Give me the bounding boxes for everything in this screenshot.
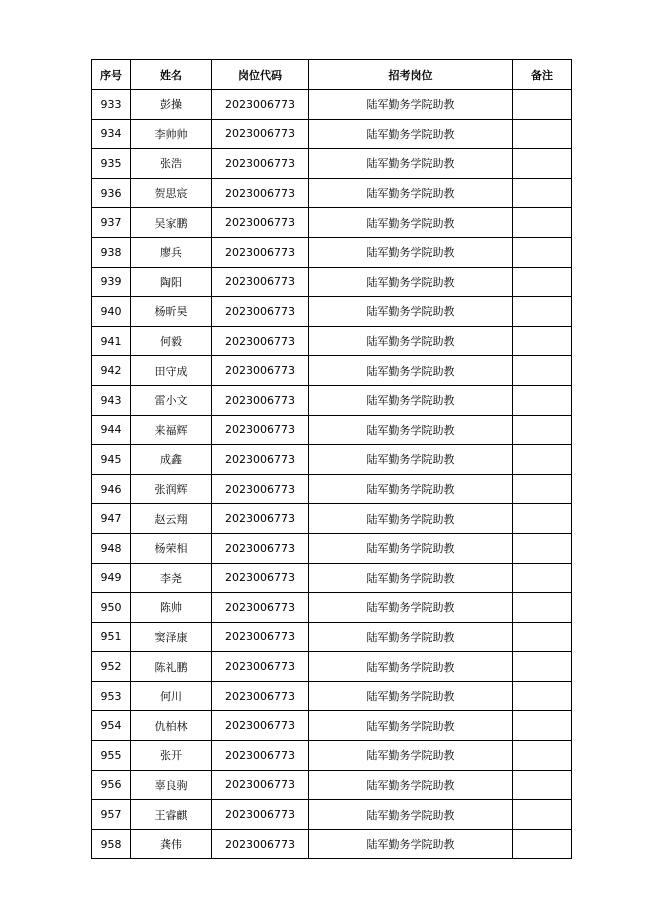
- cell-seq: 940: [92, 297, 131, 327]
- cell-position-code: 2023006773: [212, 770, 309, 800]
- cell-position-code: 2023006773: [212, 90, 309, 120]
- table-row: [92, 326, 572, 356]
- table-row: [92, 415, 572, 445]
- cell-name: 辜良驹: [131, 770, 212, 800]
- cell-position-code: 2023006773: [212, 593, 309, 623]
- cell-seq: 947: [92, 504, 131, 534]
- header-position-code: 岗位代码: [212, 60, 309, 90]
- cell-seq: 949: [92, 563, 131, 593]
- header-name: 姓名: [131, 60, 212, 90]
- cell-remarks: [513, 622, 572, 652]
- cell-name: 田守成: [131, 356, 212, 386]
- cell-position-code: 2023006773: [212, 533, 309, 563]
- cell-position-code: 2023006773: [212, 149, 309, 179]
- cell-seq: 933: [92, 90, 131, 120]
- table-row: [92, 297, 572, 327]
- cell-recruitment-position: 陆军勤务学院助教: [309, 533, 513, 563]
- cell-remarks: [513, 711, 572, 741]
- cell-remarks: [513, 563, 572, 593]
- cell-recruitment-position: 陆军勤务学院助教: [309, 474, 513, 504]
- cell-name: 龚伟: [131, 829, 212, 859]
- cell-seq: 956: [92, 770, 131, 800]
- cell-position-code: 2023006773: [212, 297, 309, 327]
- cell-name: 杨昕昊: [131, 297, 212, 327]
- table-row: [92, 829, 572, 859]
- table-row: [92, 622, 572, 652]
- cell-recruitment-position: 陆军勤务学院助教: [309, 504, 513, 534]
- table-row: [92, 237, 572, 267]
- cell-remarks: [513, 474, 572, 504]
- cell-seq: 945: [92, 445, 131, 475]
- table-row: [92, 770, 572, 800]
- cell-position-code: 2023006773: [212, 267, 309, 297]
- table-row: [92, 385, 572, 415]
- cell-recruitment-position: 陆军勤务学院助教: [309, 652, 513, 682]
- cell-recruitment-position: 陆军勤务学院助教: [309, 178, 513, 208]
- cell-name: 窦泽康: [131, 622, 212, 652]
- table-row: [92, 741, 572, 771]
- cell-position-code: 2023006773: [212, 563, 309, 593]
- cell-recruitment-position: 陆军勤务学院助教: [309, 800, 513, 830]
- cell-remarks: [513, 770, 572, 800]
- cell-seq: 939: [92, 267, 131, 297]
- cell-seq: 957: [92, 800, 131, 830]
- cell-name: 成鑫: [131, 445, 212, 475]
- cell-position-code: 2023006773: [212, 208, 309, 238]
- cell-remarks: [513, 356, 572, 386]
- cell-position-code: 2023006773: [212, 741, 309, 771]
- table-row: [92, 563, 572, 593]
- cell-remarks: [513, 533, 572, 563]
- cell-recruitment-position: 陆军勤务学院助教: [309, 267, 513, 297]
- table-row: [92, 90, 572, 120]
- cell-remarks: [513, 208, 572, 238]
- cell-position-code: 2023006773: [212, 326, 309, 356]
- cell-remarks: [513, 652, 572, 682]
- cell-seq: 951: [92, 622, 131, 652]
- cell-name: 陶阳: [131, 267, 212, 297]
- cell-name: 赵云翔: [131, 504, 212, 534]
- cell-name: 雷小文: [131, 385, 212, 415]
- cell-recruitment-position: 陆军勤务学院助教: [309, 829, 513, 859]
- cell-seq: 955: [92, 741, 131, 771]
- cell-seq: 935: [92, 149, 131, 179]
- cell-recruitment-position: 陆军勤务学院助教: [309, 681, 513, 711]
- cell-remarks: [513, 149, 572, 179]
- cell-name: 张浩: [131, 149, 212, 179]
- table-row: [92, 711, 572, 741]
- cell-name: 彭操: [131, 90, 212, 120]
- cell-recruitment-position: 陆军勤务学院助教: [309, 770, 513, 800]
- cell-name: 杨荣相: [131, 533, 212, 563]
- cell-recruitment-position: 陆军勤务学院助教: [309, 593, 513, 623]
- cell-position-code: 2023006773: [212, 800, 309, 830]
- cell-remarks: [513, 237, 572, 267]
- cell-name: 李尧: [131, 563, 212, 593]
- table-row: [92, 652, 572, 682]
- table-row: [92, 681, 572, 711]
- cell-remarks: [513, 504, 572, 534]
- cell-recruitment-position: 陆军勤务学院助教: [309, 563, 513, 593]
- table-header: [92, 60, 572, 90]
- cell-remarks: [513, 297, 572, 327]
- cell-name: 来福辉: [131, 415, 212, 445]
- cell-position-code: 2023006773: [212, 474, 309, 504]
- cell-seq: 942: [92, 356, 131, 386]
- header-recruitment-position: 招考岗位: [309, 60, 513, 90]
- cell-recruitment-position: 陆军勤务学院助教: [309, 741, 513, 771]
- cell-name: 陈礼鹏: [131, 652, 212, 682]
- cell-recruitment-position: 陆军勤务学院助教: [309, 711, 513, 741]
- cell-name: 何毅: [131, 326, 212, 356]
- cell-name: 何川: [131, 681, 212, 711]
- cell-seq: 953: [92, 681, 131, 711]
- cell-recruitment-position: 陆军勤务学院助教: [309, 90, 513, 120]
- cell-name: 张润辉: [131, 474, 212, 504]
- cell-remarks: [513, 90, 572, 120]
- cell-remarks: [513, 829, 572, 859]
- cell-position-code: 2023006773: [212, 829, 309, 859]
- table-row: [92, 149, 572, 179]
- cell-recruitment-position: 陆军勤务学院助教: [309, 149, 513, 179]
- cell-recruitment-position: 陆军勤务学院助教: [309, 356, 513, 386]
- table-row: [92, 356, 572, 386]
- cell-name: 吴家鹏: [131, 208, 212, 238]
- table-row: [92, 800, 572, 830]
- cell-seq: 954: [92, 711, 131, 741]
- cell-remarks: [513, 800, 572, 830]
- table-row: [92, 119, 572, 149]
- table-row: [92, 267, 572, 297]
- cell-position-code: 2023006773: [212, 415, 309, 445]
- cell-recruitment-position: 陆军勤务学院助教: [309, 445, 513, 475]
- cell-seq: 952: [92, 652, 131, 682]
- cell-recruitment-position: 陆军勤务学院助教: [309, 326, 513, 356]
- header-row: [92, 60, 572, 90]
- table-row: [92, 474, 572, 504]
- table-row: [92, 178, 572, 208]
- cell-remarks: [513, 119, 572, 149]
- roster-table: [91, 59, 572, 859]
- cell-remarks: [513, 178, 572, 208]
- cell-position-code: 2023006773: [212, 178, 309, 208]
- cell-recruitment-position: 陆军勤务学院助教: [309, 297, 513, 327]
- cell-seq: 943: [92, 385, 131, 415]
- cell-position-code: 2023006773: [212, 385, 309, 415]
- cell-remarks: [513, 445, 572, 475]
- cell-recruitment-position: 陆军勤务学院助教: [309, 622, 513, 652]
- cell-seq: 934: [92, 119, 131, 149]
- cell-seq: 946: [92, 474, 131, 504]
- cell-name: 贺思宸: [131, 178, 212, 208]
- cell-remarks: [513, 741, 572, 771]
- cell-remarks: [513, 267, 572, 297]
- header-seq: 序号: [92, 60, 131, 90]
- table-row: [92, 445, 572, 475]
- cell-seq: 938: [92, 237, 131, 267]
- cell-remarks: [513, 681, 572, 711]
- cell-remarks: [513, 415, 572, 445]
- cell-seq: 937: [92, 208, 131, 238]
- cell-position-code: 2023006773: [212, 504, 309, 534]
- cell-recruitment-position: 陆军勤务学院助教: [309, 208, 513, 238]
- table-row: [92, 593, 572, 623]
- cell-recruitment-position: 陆军勤务学院助教: [309, 237, 513, 267]
- cell-name: 李帅帅: [131, 119, 212, 149]
- cell-position-code: 2023006773: [212, 356, 309, 386]
- cell-name: 仇柏林: [131, 711, 212, 741]
- cell-seq: 944: [92, 415, 131, 445]
- cell-name: 王睿麒: [131, 800, 212, 830]
- cell-recruitment-position: 陆军勤务学院助教: [309, 385, 513, 415]
- table-row: [92, 533, 572, 563]
- cell-seq: 950: [92, 593, 131, 623]
- cell-name: 廖兵: [131, 237, 212, 267]
- cell-seq: 941: [92, 326, 131, 356]
- cell-position-code: 2023006773: [212, 681, 309, 711]
- header-remarks: 备注: [513, 60, 572, 90]
- cell-recruitment-position: 陆军勤务学院助教: [309, 119, 513, 149]
- cell-name: 陈帅: [131, 593, 212, 623]
- cell-position-code: 2023006773: [212, 622, 309, 652]
- cell-remarks: [513, 326, 572, 356]
- table-row: [92, 208, 572, 238]
- cell-seq: 958: [92, 829, 131, 859]
- cell-position-code: 2023006773: [212, 652, 309, 682]
- cell-position-code: 2023006773: [212, 445, 309, 475]
- table-body: [92, 90, 572, 859]
- cell-position-code: 2023006773: [212, 711, 309, 741]
- cell-remarks: [513, 593, 572, 623]
- cell-seq: 936: [92, 178, 131, 208]
- cell-position-code: 2023006773: [212, 119, 309, 149]
- cell-name: 张开: [131, 741, 212, 771]
- cell-recruitment-position: 陆军勤务学院助教: [309, 415, 513, 445]
- cell-seq: 948: [92, 533, 131, 563]
- cell-position-code: 2023006773: [212, 237, 309, 267]
- cell-remarks: [513, 385, 572, 415]
- table-row: [92, 504, 572, 534]
